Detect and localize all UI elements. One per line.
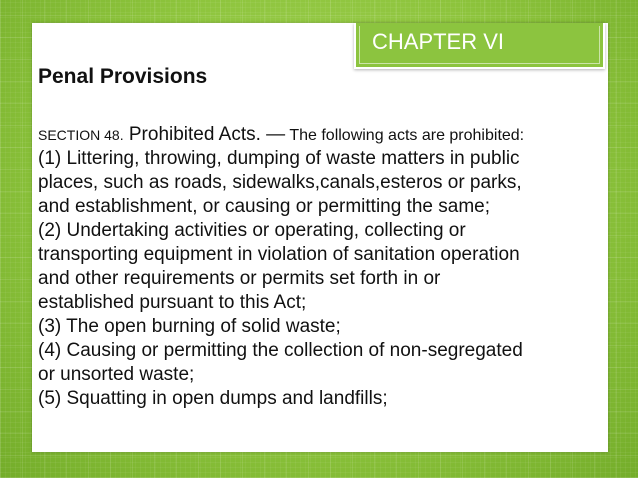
body-line: (1) Littering, throwing, dumping of waste matters in public (38, 148, 520, 169)
section-heading: Prohibited Acts. — (123, 124, 286, 145)
section-line (38, 123, 524, 148)
section-intro: The following acts are prohibited: (285, 127, 525, 144)
chapter-tab (354, 23, 605, 69)
body-line: (4) Causing or permitting the collection of non-segregated (38, 340, 523, 361)
body-text (38, 147, 598, 411)
body-line: or unsorted waste; (38, 364, 195, 385)
chapter-label: CHAPTER VI (372, 29, 505, 54)
body-line: transporting equipment in violation of sanitation operation (38, 244, 520, 265)
body-line: (3) The open burning of solid waste; (38, 316, 341, 337)
body-line: (5) Squatting in open dumps and landfills; (38, 388, 388, 409)
body-line: (2) Undertaking activities or operating, collecting or (38, 220, 466, 241)
body-line: places, such as roads, sidewalks,canals,esteros or parks, (38, 172, 522, 193)
slide-title: Penal Provisions (38, 65, 208, 88)
body-line: established pursuant to this Act; (38, 292, 307, 313)
section-number: SECTION 48. (38, 127, 124, 143)
body-line: and other requirements or permits set forth in or (38, 268, 441, 289)
body-line: and establishment, or causing or permitting the same; (38, 196, 491, 217)
